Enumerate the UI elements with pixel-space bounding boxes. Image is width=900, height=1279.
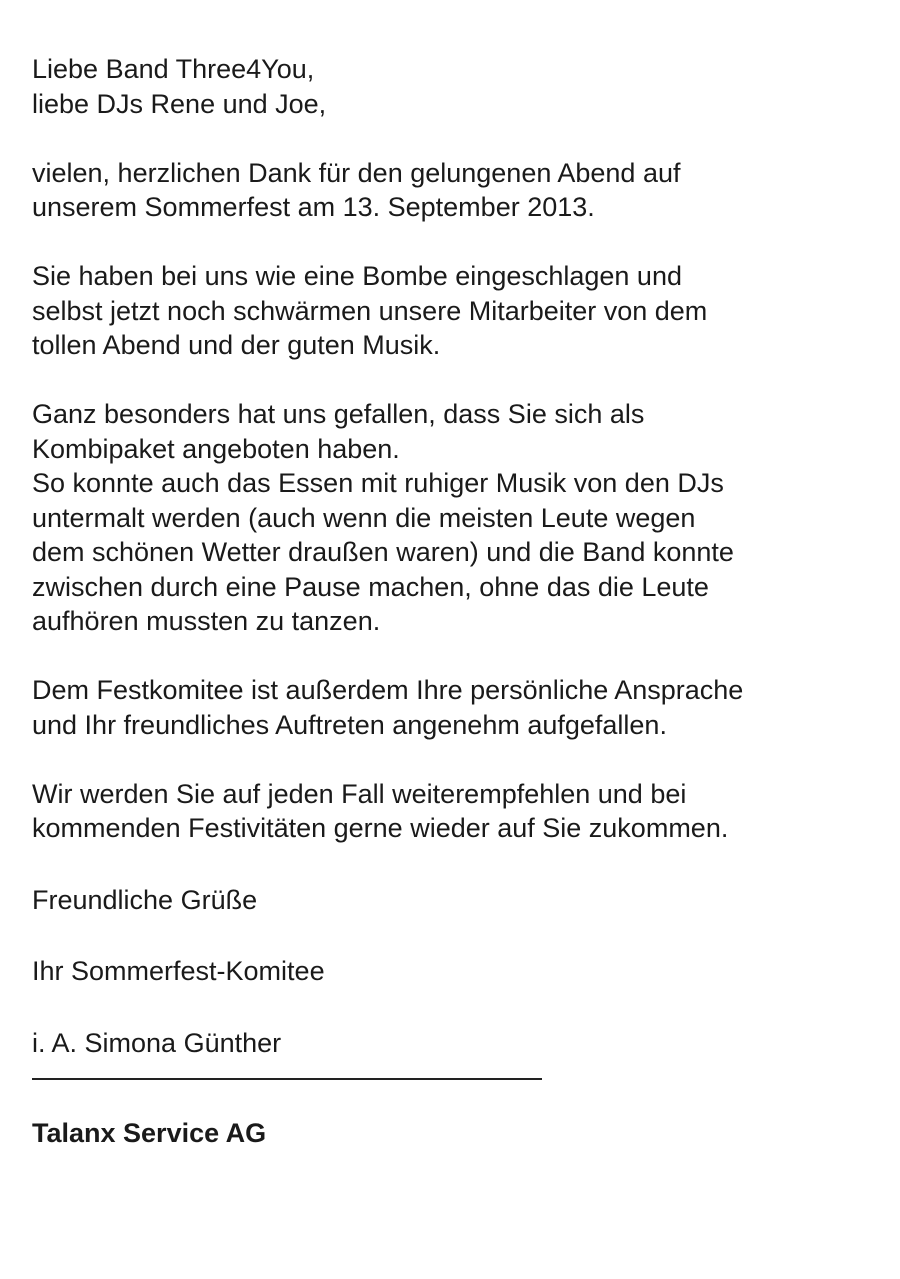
signature-line — [32, 1078, 542, 1080]
salutation-line: liebe DJs Rene und Joe, — [32, 88, 327, 119]
paragraph-thanks — [32, 156, 872, 225]
paragraph-line: selbst jetzt noch schwärmen unsere Mitarbeiter von dem — [32, 295, 708, 326]
paragraph-line: Kombipaket angeboten haben. — [32, 433, 400, 464]
paragraph-line: unserem Sommerfest am 13. September 2013. — [32, 192, 595, 222]
paragraph-gap — [32, 989, 872, 1026]
paragraph-combo-package — [32, 397, 872, 639]
paragraph-line: tollen Abend und der guten Musik. — [32, 330, 441, 360]
paragraph-gap — [32, 121, 872, 156]
salutation — [32, 52, 872, 121]
sender-name: Ihr Sommerfest-Komitee — [32, 956, 325, 986]
paragraph-gap — [32, 363, 872, 398]
letter-body — [32, 52, 872, 1151]
paragraph-line: Dem Festkomitee ist außerdem Ihre persönliche Ansprache — [32, 675, 744, 705]
signatory-name: i. A. Simona Günther — [32, 1027, 282, 1058]
paragraph-line: Ganz besonders hat uns gefallen, dass Sie sich als — [32, 399, 645, 429]
paragraph-line: und Ihr freundliches Auftreten angenehm aufgefallen. — [32, 709, 667, 740]
paragraph-gap — [32, 846, 872, 883]
paragraph-line: Wir werden Sie auf jeden Fall weiterempfehlen und bei — [32, 778, 687, 809]
paragraph-gap — [32, 742, 872, 777]
paragraph-line: So konnte auch das Essen mit ruhiger Musik von den DJs — [32, 468, 724, 498]
paragraph-line: aufhören mussten zu tanzen. — [32, 606, 381, 636]
salutation-line: Liebe Band Three4You, — [32, 54, 315, 84]
paragraph-recommendation — [32, 777, 872, 846]
paragraph-line: vielen, herzlichen Dank für den gelungenen Abend auf — [32, 157, 681, 188]
closing-greeting: Freundliche Grüße — [32, 884, 258, 915]
paragraph-line: kommenden Festivitäten gerne wieder auf Sie zukommen. — [32, 813, 729, 843]
paragraph-line: untermalt werden (auch wenn die meisten Leute wegen — [32, 502, 696, 533]
paragraph-line: zwischen durch eine Pause machen, ohne das die Leute — [32, 571, 709, 602]
company-name: Talanx Service AG — [32, 1118, 267, 1148]
paragraph-gap — [32, 917, 872, 954]
paragraph-committee — [32, 673, 872, 742]
paragraph-gap — [32, 639, 872, 674]
paragraph-line: Sie haben bei uns wie eine Bombe eingeschlagen und — [32, 261, 682, 291]
paragraph-line: dem schönen Wetter draußen waren) und die Band konnte — [32, 537, 734, 567]
paragraph-gap — [32, 225, 872, 260]
paragraph-impression — [32, 259, 872, 363]
